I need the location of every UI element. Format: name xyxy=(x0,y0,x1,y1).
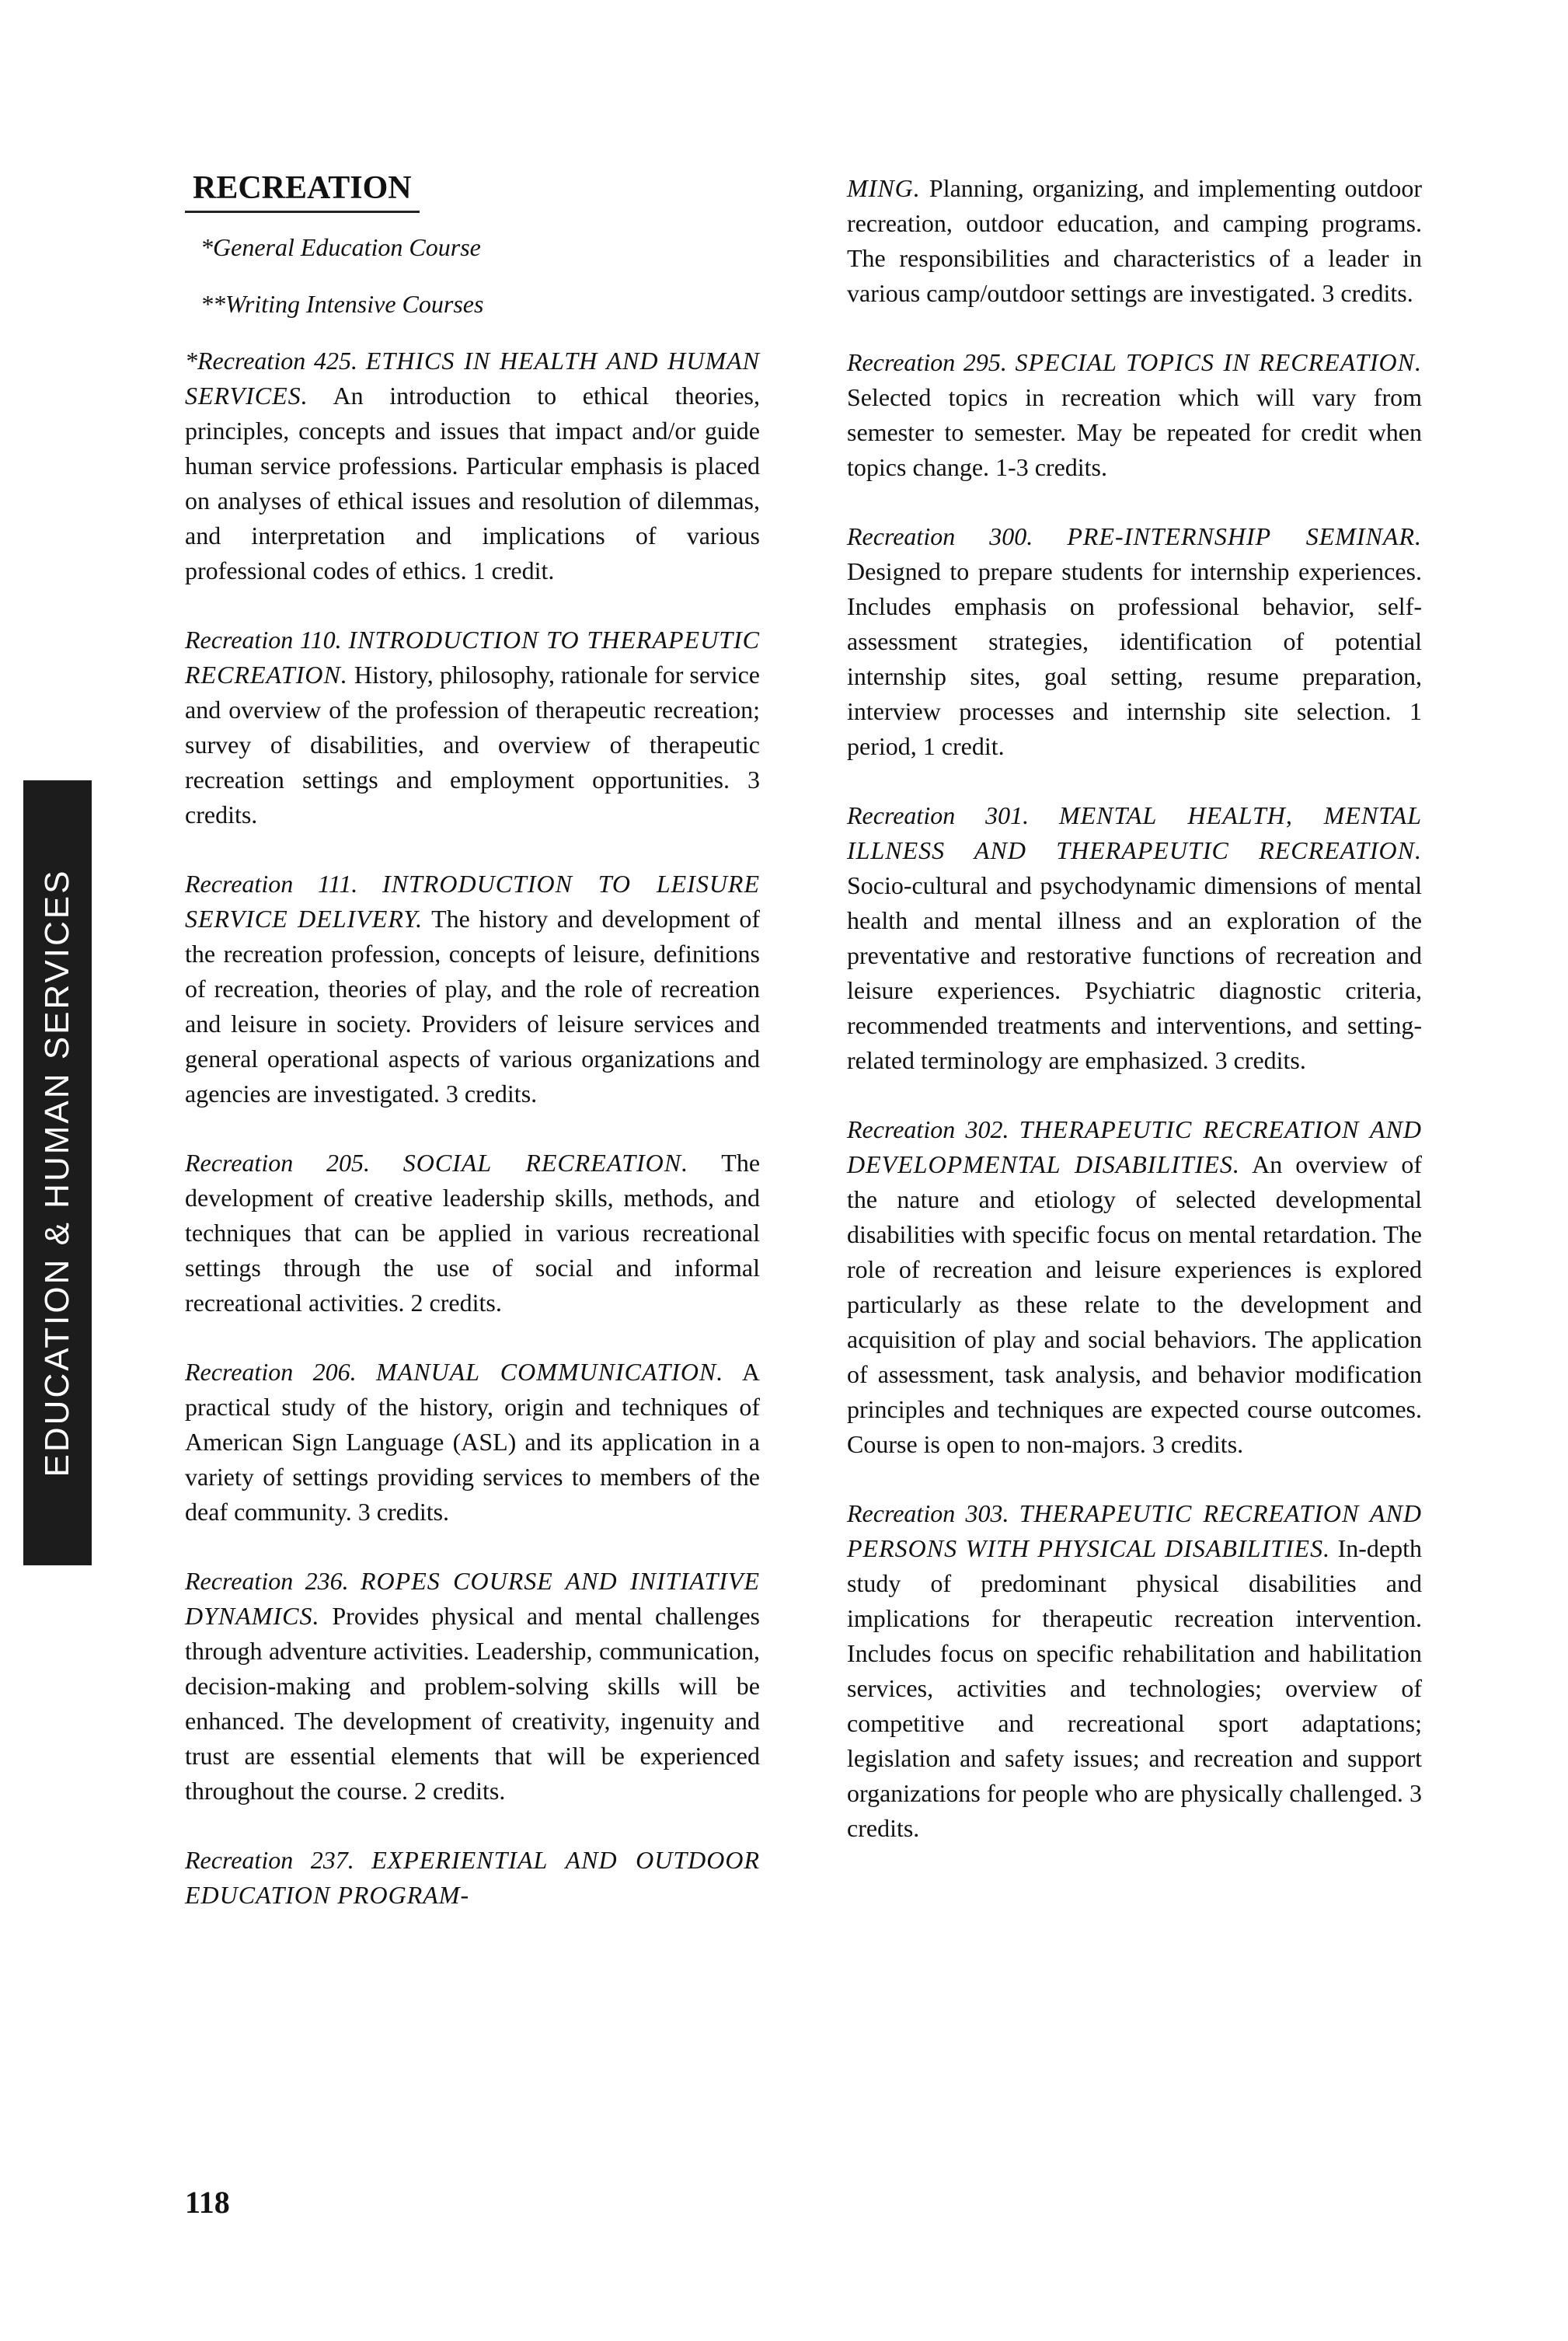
writing-intensive-note: **Writing Intensive Courses xyxy=(200,290,484,318)
course-code: Recreation 300. xyxy=(847,522,1033,550)
course-entry xyxy=(847,1112,1422,1462)
course-description: Selected topics in recreation which will vary from semester to semester. May be repeated for credit when topics change. 1-3 credits. xyxy=(847,383,1422,481)
course-entry xyxy=(847,519,1422,764)
side-tab xyxy=(23,780,92,1565)
course-code: Recreation 205. xyxy=(185,1149,370,1177)
course-title: THERAPEUTIC RECREATION AND DEVELOPMENTAL DISABILITIES. xyxy=(847,1115,1423,1178)
left-column xyxy=(185,171,760,1947)
course-description: An overview of the nature and etiology of selected developmental disabilities with specific focus on mental retardation. The role of recreation and leisure experiences is explored particularly as these relate to the development and acquisition of play and social behaviors. The application of assessment, task analysis, and behavior modification principles and techniques are expected course outcomes. Course is open to non-majors. 3 credits. xyxy=(847,1150,1423,1458)
course-code: Recreation 301. xyxy=(847,801,1030,829)
course-description: The history and development of the recreation profession, concepts of leisure, definitions of recreation, theories of play, and the role of recreation and leisure in society. Providers of leisure services and general operational aspects of various organizations and agencies are investigated. 3 credits. xyxy=(185,905,761,1108)
course-title: SOCIAL RECREATION. xyxy=(402,1149,689,1177)
course-title: ROPES COURSE AND INITIATIVE DYNAMICS. xyxy=(185,1567,760,1630)
course-entry xyxy=(185,623,760,832)
course-description: Planning, organizing, and implementing outdoor recreation, outdoor education, and camping programs. The responsibilities and characteristics of a leader in various camp/outdoor settings are investigated. 3 credits. xyxy=(847,174,1423,307)
course-code: Recreation 111. xyxy=(185,870,358,898)
course-description: Socio-cultural and psychodynamic dimensions of mental health and mental illness and an exploration of the preventative and restorative functions of recreation and leisure experiences. Psychiatric diagnostic criteria, recommended treatments and interventions, and setting-related terminology are emphasized. 3 credits. xyxy=(847,871,1422,1074)
course-title: PRE-INTERNSHIP SEMINAR. xyxy=(1067,522,1422,550)
course-entry xyxy=(185,1564,760,1809)
side-tab-label: EDUCATION & HUMAN SERVICES xyxy=(38,868,76,1478)
course-description: An introduction to ethical theories, principles, concepts and issues that impact and/or guide human service professions. Particular emphasis is placed on analyses of ethical issues and resolution of dilemmas, and interpretation and implications of various professional codes of ethics. 1 credit. xyxy=(185,382,761,584)
course-entry xyxy=(185,1843,760,1913)
course-code: Recreation 303. xyxy=(847,1499,1009,1527)
course-description: A practical study of the history, origin and techniques of American Sign Language (ASL) and its application in a variety of settings providing services to members of the deaf community. 3 credits. xyxy=(185,1358,761,1526)
course-description: History, philosophy, rationale for service and overview of the profession of therapeutic recreation; survey of disabilities, and overview of therapeutic recreation settings and employment opportunities. 3 credits. xyxy=(185,661,761,829)
course-description: In-depth study of predominant physical disabilities and implications for therapeutic recreation intervention. Includes focus on specific rehabilitation and habilitation services, activities and technologies; overview of competitive and recreational sport adaptations; legislation and safety issues; and recreation and support organizations for people who are physically challenged. 3 credits. xyxy=(847,1534,1423,1842)
general-education-note: *General Education Course xyxy=(200,233,481,261)
course-code: Recreation 110. xyxy=(185,626,342,654)
course-entry xyxy=(847,345,1422,485)
course-code: Recreation 237. xyxy=(185,1846,354,1874)
course-code: Recreation 236. xyxy=(185,1567,349,1595)
course-title: SPECIAL TOPICS IN RECREATION. xyxy=(1015,348,1423,376)
course-title: MANUAL COMMUNICATION. xyxy=(375,1358,724,1386)
course-code: Recreation 295. xyxy=(847,348,1007,376)
course-title: INTRODUCTION TO LEISURE SERVICE DELIVERY. xyxy=(185,870,761,933)
course-title: THERAPEUTIC RECREATION AND PERSONS WITH PHYSICAL DISABILITIES. xyxy=(847,1499,1423,1562)
course-title: ETHICS IN HEALTH AND HUMAN SERVICES. xyxy=(185,347,761,410)
section-title: RECREATION xyxy=(185,171,420,213)
course-entry xyxy=(847,171,1422,311)
course-code: Recreation 302. xyxy=(847,1115,1009,1143)
course-entry xyxy=(185,1146,760,1321)
course-description: Designed to prepare students for internship experiences. Includes emphasis on professional behavior, self-assessment strategies, identification of potential internship sites, goal setting, resume preparation, interview processes and internship site selection. 1 period, 1 credit. xyxy=(847,557,1422,760)
course-entry xyxy=(185,1355,760,1530)
course-code: *Recreation 425. xyxy=(185,347,358,375)
course-title: INTRODUCTION TO THERAPEUTIC RECREATION. xyxy=(185,626,760,689)
right-column xyxy=(847,171,1422,1880)
course-entry xyxy=(185,867,760,1111)
course-entry xyxy=(185,344,760,588)
course-description: Provides physical and mental challenges through adventure activities. Leadership, communication, decision-making and problem-solving skills will be enhanced. The development of creativity, ingenuity and trust are essential elements that will be experienced throughout the course. 2 credits. xyxy=(185,1602,761,1805)
page-number: 118 xyxy=(185,2185,230,2220)
course-entry xyxy=(847,798,1422,1078)
course-title: MENTAL HEALTH, MENTAL ILLNESS AND THERAPEUTIC RECREATION. xyxy=(847,801,1423,864)
course-description: The development of creative leadership skills, methods, and techniques that can be applied in various recreational settings through the use of social and informal recreational activities. 2 credits. xyxy=(185,1149,761,1317)
course-title: EXPERIENTIAL AND OUTDOOR EDUCATION PROGRAM- xyxy=(185,1846,761,1909)
course-title: MING. xyxy=(847,174,921,202)
course-code: Recreation 206. xyxy=(185,1358,357,1386)
course-entry xyxy=(847,1496,1422,1846)
